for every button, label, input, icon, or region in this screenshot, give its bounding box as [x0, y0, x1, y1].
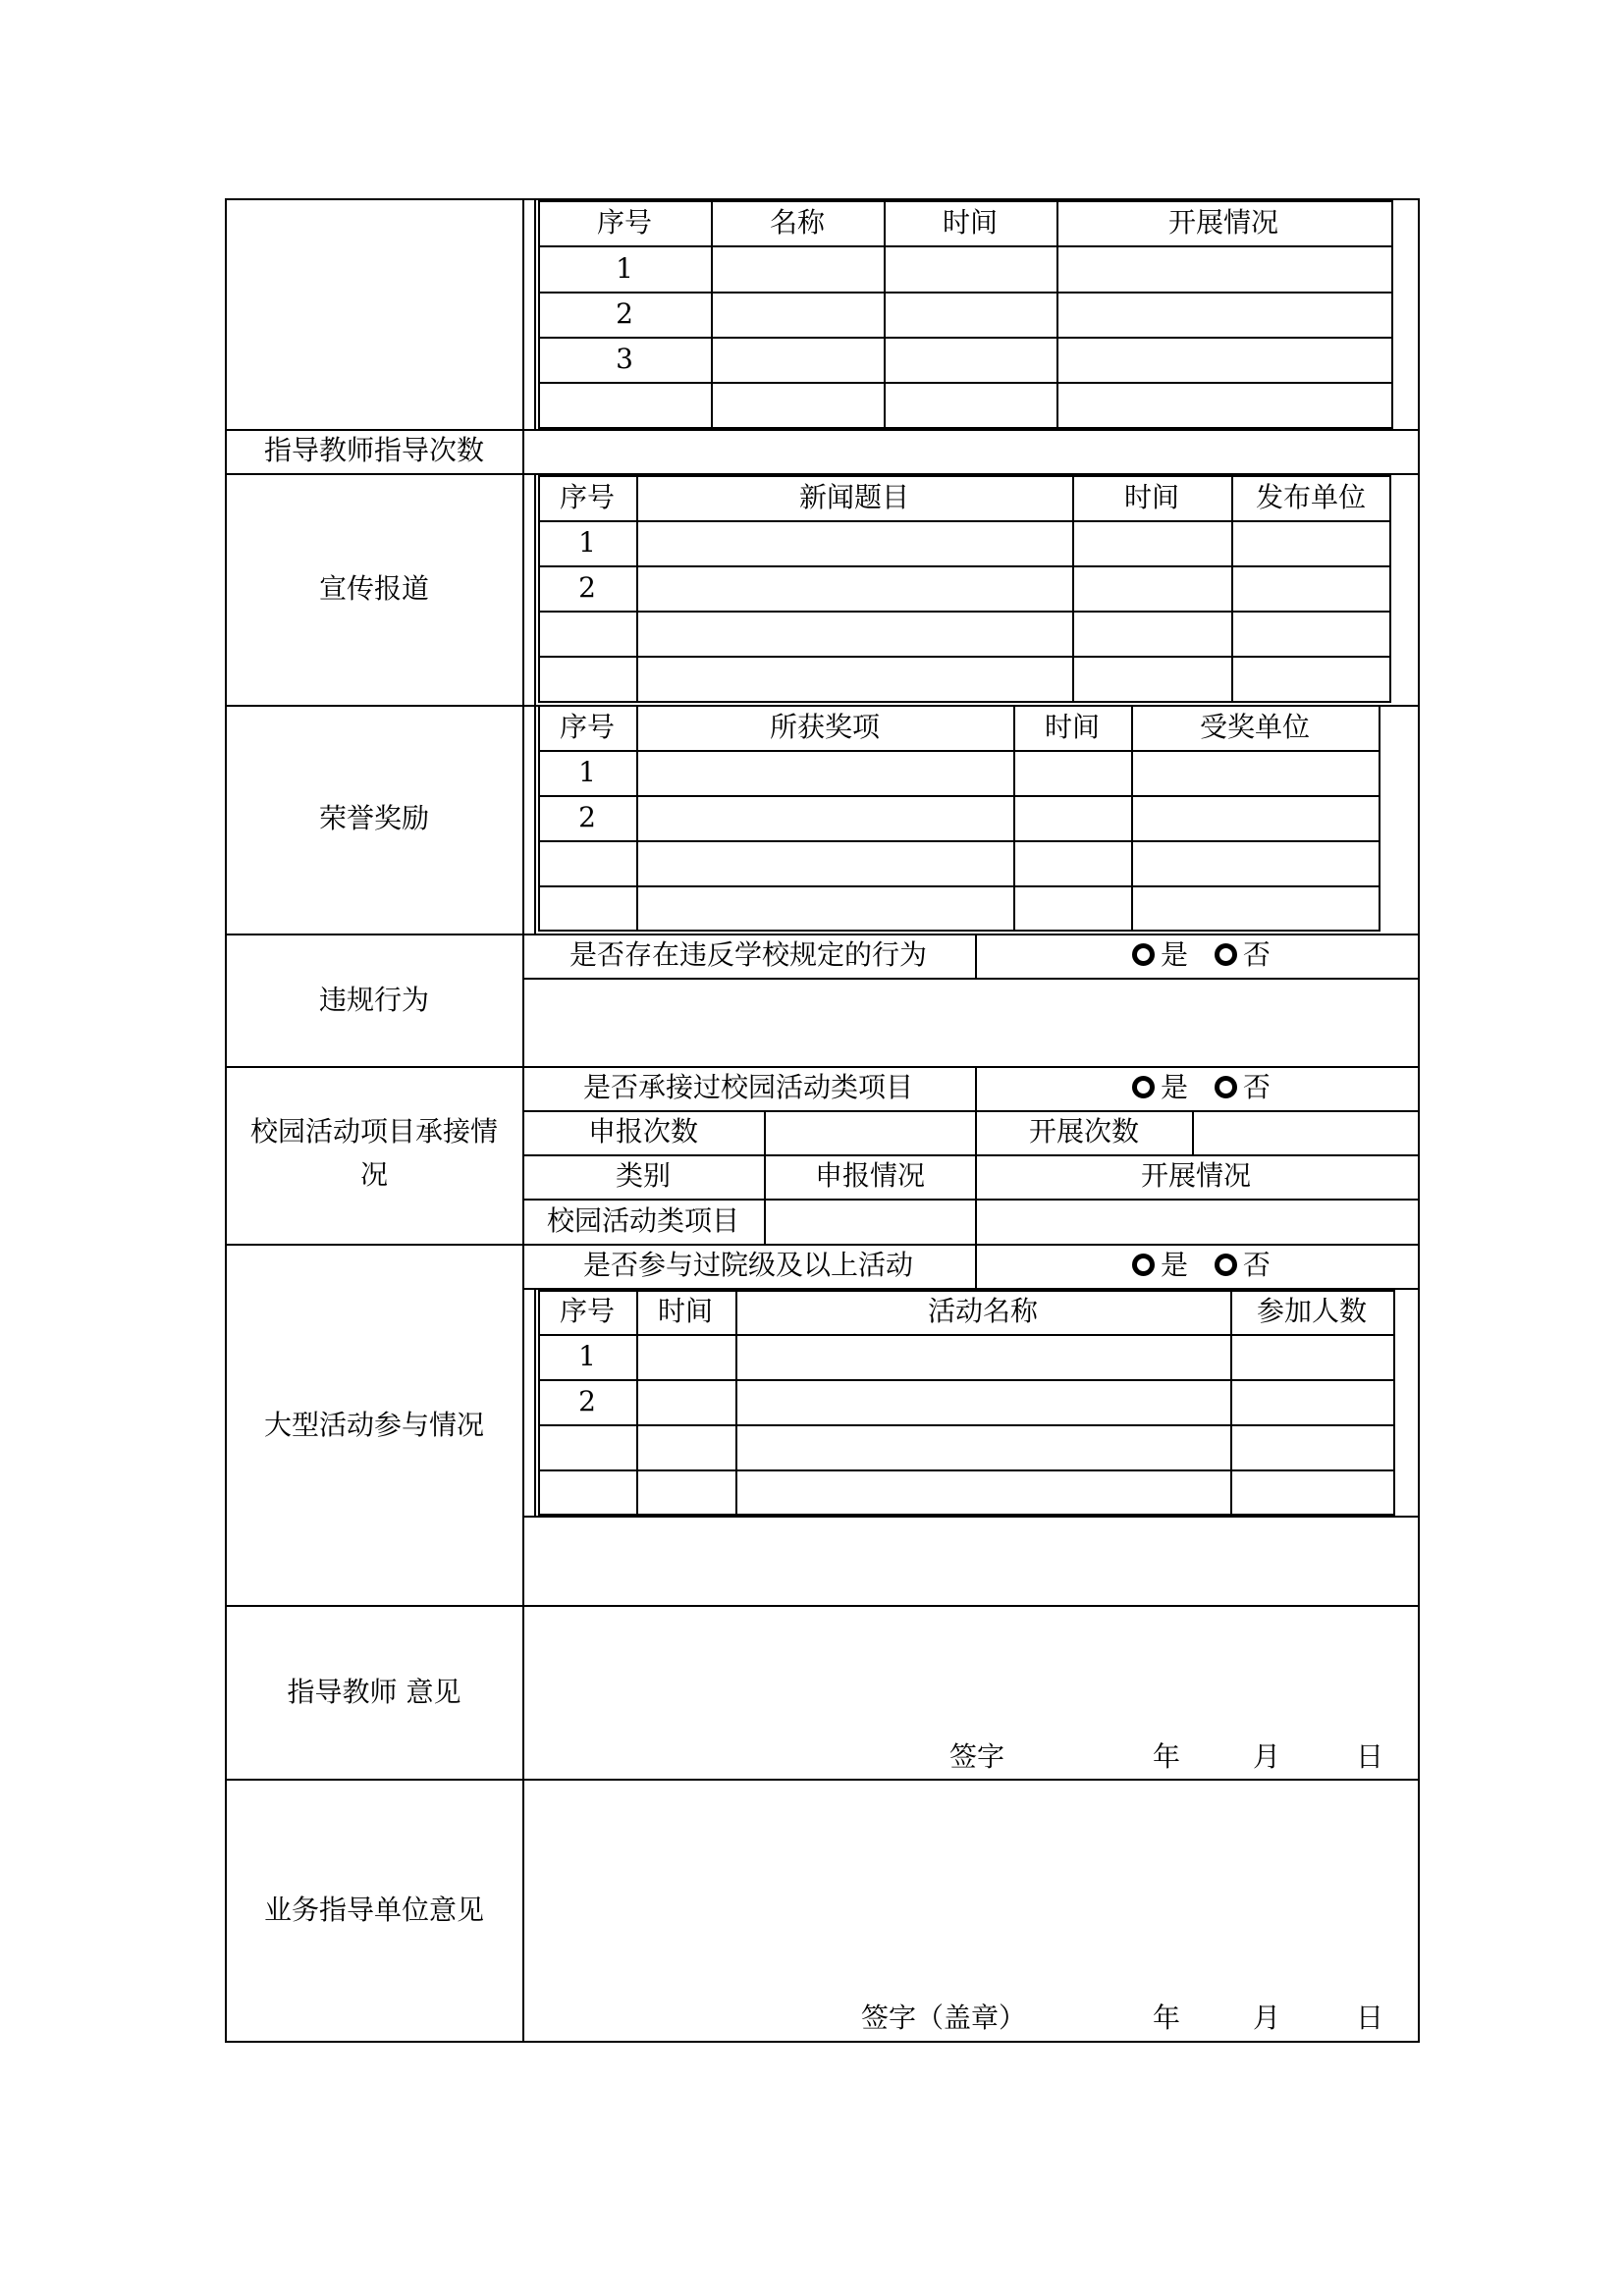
teacher-sign-label: 签字 [949, 1740, 1005, 1773]
inner-table-spacer-line [534, 1288, 536, 1518]
violation-radio-group [1132, 939, 1271, 971]
guidance-count-label: 指导教师指导次数 [263, 434, 485, 466]
activity-row-index: 3 [616, 343, 633, 375]
apply-status-field[interactable] [766, 1201, 974, 1243]
violation-label: 违规行为 [318, 984, 430, 1016]
teacher-opinion-field[interactable] [524, 1607, 1416, 1744]
campus-projects-label-line2: 况 [359, 1158, 389, 1191]
radio-icon [1132, 1254, 1155, 1276]
category-value: 校园活动类项目 [546, 1204, 740, 1237]
guidance-count-field[interactable] [524, 431, 1416, 472]
run-status-field[interactable] [977, 1201, 1416, 1243]
large-events-notes-field[interactable] [524, 1518, 1416, 1604]
large-events-row-index: 2 [578, 1385, 596, 1417]
radio-icon [1215, 943, 1237, 966]
apply-count-field[interactable] [766, 1112, 974, 1153]
inner-table-spacer-line [534, 198, 536, 429]
activity-header-time: 时间 [942, 206, 999, 239]
violation-question: 是否存在违反学校规定的行为 [568, 938, 928, 971]
unit-opinion-label: 业务指导单位意见 [263, 1894, 485, 1926]
large-events-header-name: 活动名称 [927, 1295, 1039, 1327]
violation-question-col [975, 934, 977, 978]
activity-row-index: 1 [616, 252, 633, 285]
activity-row-index: 2 [616, 297, 633, 330]
radio-icon [1132, 943, 1155, 966]
row-separator [225, 1066, 1420, 1068]
run-status-label: 开展情况 [1140, 1159, 1252, 1192]
campus-no-radio[interactable]: 否 [1215, 1071, 1271, 1103]
publicity-label: 宣传报道 [318, 572, 430, 605]
category-label: 类别 [615, 1159, 672, 1192]
honors-header-time: 时间 [1044, 711, 1101, 743]
publicity-row-index: 2 [578, 571, 596, 604]
honors-header-award: 所获奖项 [769, 711, 881, 743]
unit-day-label: 日 [1356, 2002, 1384, 2034]
honors-header-index: 序号 [559, 711, 616, 743]
large-events-radio-group [1132, 1250, 1271, 1281]
large-events-no-radio[interactable]: 否 [1215, 1249, 1271, 1281]
large-events-question-col [975, 1244, 977, 1288]
radio-icon [1132, 1076, 1155, 1098]
run-count-field[interactable] [1194, 1112, 1416, 1153]
campus-question: 是否承接过校园活动类项目 [582, 1071, 914, 1103]
unit-month-label: 月 [1253, 2002, 1281, 2034]
large-events-row-index: 1 [578, 1340, 596, 1372]
publicity-header-title: 新闻题目 [798, 481, 910, 513]
teacher-year-label: 年 [1153, 1740, 1181, 1773]
large-events-label: 大型活动参与情况 [263, 1409, 485, 1441]
radio-icon [1215, 1254, 1237, 1276]
violation-no-radio[interactable]: 否 [1215, 938, 1271, 971]
inner-table-spacer-line [534, 705, 536, 934]
publicity-header-index: 序号 [559, 481, 616, 513]
inner-table-spacer-line [534, 473, 536, 705]
honors-row-index: 2 [578, 801, 596, 833]
run-count-label: 开展次数 [1028, 1115, 1140, 1148]
publicity-header-publisher: 发布单位 [1255, 481, 1367, 513]
large-events-yes-radio[interactable]: 是 [1132, 1249, 1206, 1281]
unit-opinion-field[interactable] [524, 1781, 1416, 2006]
large-events-header-count: 参加人数 [1256, 1295, 1368, 1327]
large-events-header-time: 时间 [657, 1295, 714, 1327]
apply-count-label: 申报次数 [587, 1115, 699, 1148]
radio-icon [1215, 1076, 1237, 1098]
row-separator [225, 934, 1420, 935]
outer-border-bottom [225, 2041, 1420, 2043]
row-separator [225, 1244, 1420, 1246]
teacher-month-label: 月 [1253, 1740, 1281, 1773]
campus-radio-group [1132, 1072, 1271, 1103]
apply-status-label: 申报情况 [814, 1159, 926, 1192]
unit-year-label: 年 [1153, 2002, 1181, 2034]
activity-header-name: 名称 [769, 206, 826, 239]
publicity-row-index: 1 [578, 526, 596, 559]
campus-yes-radio[interactable]: 是 [1132, 1071, 1206, 1103]
large-events-question: 是否参与过院级及以上活动 [582, 1249, 914, 1281]
activity-header-index: 序号 [596, 206, 653, 239]
teacher-day-label: 日 [1356, 1740, 1384, 1773]
violation-yes-radio[interactable]: 是 [1132, 938, 1206, 971]
violation-detail-field[interactable] [524, 980, 1416, 1065]
campus-row-line [522, 1154, 1420, 1156]
honors-label: 荣誉奖励 [318, 802, 430, 834]
publicity-header-time: 时间 [1123, 481, 1180, 513]
unit-sign-label: 签字（盖章） [861, 2002, 1027, 2034]
honors-row-index: 1 [578, 756, 596, 788]
honors-header-recipient: 受奖单位 [1199, 711, 1311, 743]
campus-projects-label-line1: 校园活动项目承接情 [249, 1115, 499, 1148]
large-events-header-index: 序号 [559, 1295, 616, 1327]
activity-header-status: 开展情况 [1167, 206, 1279, 239]
teacher-opinion-label: 指导教师 意见 [287, 1676, 461, 1708]
